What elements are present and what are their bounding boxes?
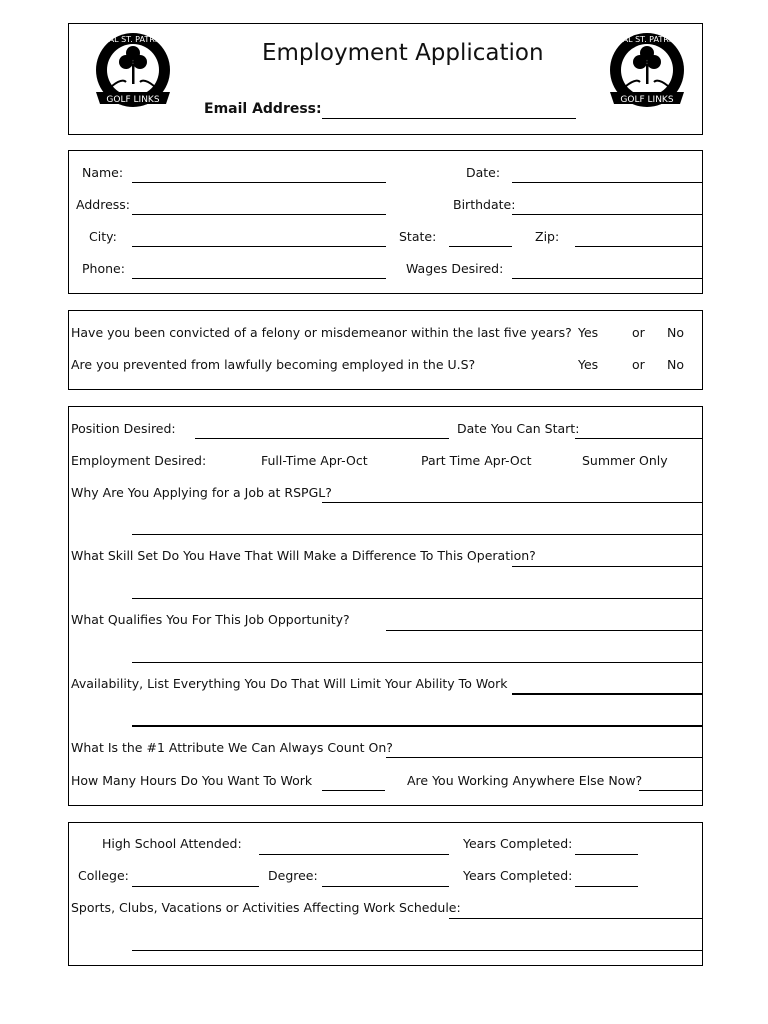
working-elsewhere-question: Are You Working Anywhere Else Now? <box>407 773 643 788</box>
golf-club-logo-left <box>88 28 178 108</box>
wages-label: Wages Desired: <box>406 261 504 276</box>
working-elsewhere-field[interactable] <box>639 790 702 791</box>
logo-bottom-text: GOLF LINKS <box>620 95 674 105</box>
employment-desired-label: Employment Desired: <box>71 453 207 468</box>
why-applying-field-1[interactable] <box>322 502 702 503</box>
hours-question: How Many Hours Do You Want To Work <box>71 773 313 788</box>
attribute-field[interactable] <box>386 757 702 758</box>
golf-club-logo-right <box>602 28 692 108</box>
date-field[interactable] <box>512 182 702 183</box>
state-label: State: <box>399 229 437 244</box>
city-field[interactable] <box>132 246 386 247</box>
legal-questions-box <box>68 310 703 390</box>
skill-set-question: What Skill Set Do You Have That Will Make a Difference To This Operation? <box>71 548 536 563</box>
college-years-field[interactable] <box>575 886 638 887</box>
zip-label: Zip: <box>535 229 560 244</box>
why-applying-field-2[interactable] <box>132 534 702 535</box>
logo-top-text: ROYAL ST. PATRICKS <box>606 35 688 44</box>
attribute-question: What Is the #1 Attribute We Can Always Count On? <box>71 740 393 755</box>
qualifies-field-1[interactable] <box>386 630 702 631</box>
hours-field[interactable] <box>322 790 385 791</box>
birthdate-field[interactable] <box>512 214 702 215</box>
state-field[interactable] <box>449 246 512 247</box>
availability-field-2[interactable] <box>132 725 702 727</box>
activities-field-1[interactable] <box>449 918 702 919</box>
availability-field-1[interactable] <box>512 693 702 695</box>
zip-field[interactable] <box>575 246 702 247</box>
high-school-label: High School Attended: <box>102 836 242 851</box>
felony-or-text: or <box>632 325 645 340</box>
college-label: College: <box>78 868 129 883</box>
email-field[interactable] <box>322 118 576 119</box>
qualifies-question: What Qualifies You For This Job Opportunity? <box>71 612 350 627</box>
high-school-field[interactable] <box>259 854 449 855</box>
date-start-label: Date You Can Start: <box>457 421 580 436</box>
felony-no-option[interactable]: No <box>667 325 684 340</box>
qualifies-field-2[interactable] <box>132 662 702 663</box>
option-summer-only[interactable]: Summer Only <box>582 453 668 468</box>
skill-set-field-1[interactable] <box>512 566 702 567</box>
address-field[interactable] <box>132 214 386 215</box>
personal-info-box <box>68 150 703 294</box>
felony-question: Have you been convicted of a felony or misdemeanor within the last five years? <box>71 325 572 340</box>
degree-field[interactable] <box>322 886 449 887</box>
phone-field[interactable] <box>132 278 386 279</box>
felony-yes-option[interactable]: Yes <box>578 325 599 340</box>
college-field[interactable] <box>132 886 259 887</box>
birthdate-label: Birthdate: <box>453 197 516 212</box>
option-part-time[interactable]: Part Time Apr-Oct <box>421 453 532 468</box>
date-label: Date: <box>466 165 501 180</box>
name-field[interactable] <box>132 182 386 183</box>
employment-eligibility-question: Are you prevented from lawfully becoming employed in the U.S? <box>71 357 476 372</box>
activities-question: Sports, Clubs, Vacations or Activities Affecting Work Schedule: <box>71 900 461 915</box>
why-applying-question: Why Are You Applying for a Job at RSPGL? <box>71 485 332 500</box>
email-label: Email Address: <box>204 101 322 117</box>
logo-top-text: ROYAL ST. PATRICKS <box>92 35 174 44</box>
logo-bottom-text: GOLF LINKS <box>106 95 160 105</box>
hs-years-field[interactable] <box>575 854 638 855</box>
position-desired-label: Position Desired: <box>71 421 176 436</box>
position-desired-field[interactable] <box>195 438 449 439</box>
name-label: Name: <box>82 165 124 180</box>
wages-field[interactable] <box>512 278 702 279</box>
degree-label: Degree: <box>268 868 318 883</box>
eligibility-yes-option[interactable]: Yes <box>578 357 599 372</box>
address-label: Address: <box>76 197 130 212</box>
option-full-time[interactable]: Full-Time Apr-Oct <box>261 453 368 468</box>
page-title: Employment Application <box>262 40 544 66</box>
city-label: City: <box>89 229 117 244</box>
availability-question: Availability, List Everything You Do That Will Limit Your Ability To Work <box>71 676 508 691</box>
phone-label: Phone: <box>82 261 125 276</box>
eligibility-or-text: or <box>632 357 645 372</box>
activities-field-2[interactable] <box>132 950 702 951</box>
skill-set-field-2[interactable] <box>132 598 702 599</box>
eligibility-no-option[interactable]: No <box>667 357 684 372</box>
college-years-label: Years Completed: <box>463 868 573 883</box>
date-start-field[interactable] <box>575 438 702 439</box>
hs-years-label: Years Completed: <box>463 836 573 851</box>
